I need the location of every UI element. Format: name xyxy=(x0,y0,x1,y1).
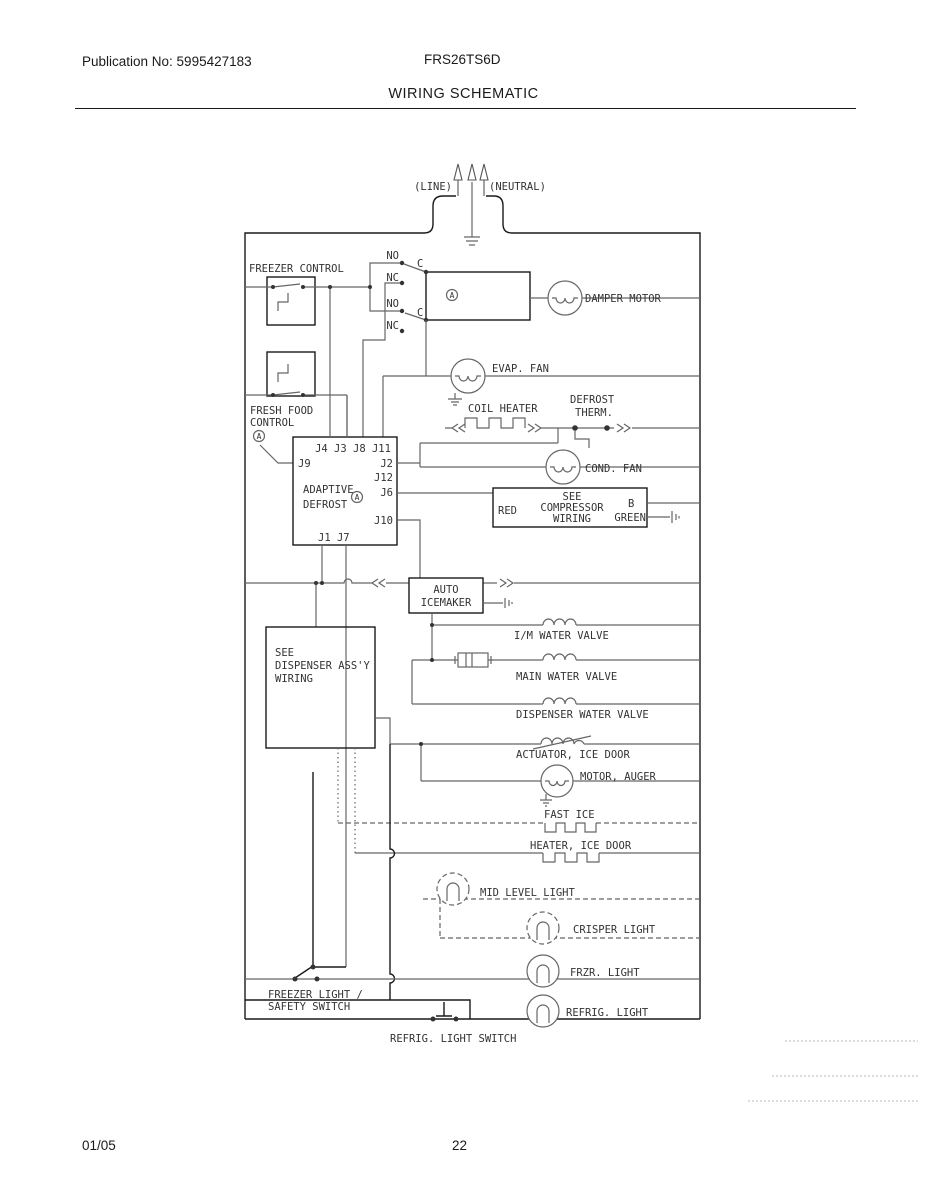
icemaker-label-2: ICEMAKER xyxy=(420,597,472,609)
actuator-ice-door-circuit xyxy=(390,736,700,749)
refrig-light-switch-label: REFRIG. LIGHT SWITCH xyxy=(390,1033,517,1045)
nc2-label: NC xyxy=(386,320,399,332)
nc1-label: NC xyxy=(386,272,399,284)
adaptive-label-2: DEFROST xyxy=(303,499,348,511)
ground-symbol-icon xyxy=(464,237,480,245)
cond-fan-circuit xyxy=(420,450,700,484)
neutral-prong-icon xyxy=(480,164,488,180)
connector-symbol xyxy=(458,653,488,667)
icemaker-label-1: AUTO xyxy=(433,584,459,596)
compressor-label-2: COMPRESSOR xyxy=(540,502,604,514)
defrost-therm-label-2: THERM. xyxy=(575,407,613,419)
ground-prong-icon xyxy=(468,164,476,180)
crisper-light-symbol xyxy=(527,912,559,944)
dispenser-water-valve-circuit xyxy=(412,698,700,704)
footer-date: 01/05 xyxy=(82,1138,116,1153)
ground-symbol-icon xyxy=(448,393,462,405)
mid-level-light-circuit xyxy=(423,873,700,938)
fresh-food-label-2: CONTROL xyxy=(250,417,295,429)
refrig-light-switch-symbol xyxy=(436,1002,452,1016)
j6-label: J6 xyxy=(380,487,393,499)
heater-ice-door-circuit xyxy=(355,853,700,862)
freezer-control xyxy=(245,277,370,325)
heater-ice-door-label: HEATER, ICE DOOR xyxy=(530,840,632,852)
freezer-light-switch-label-2: SAFETY SWITCH xyxy=(268,1001,351,1013)
no2-label: NO xyxy=(386,298,399,310)
solenoid-coil-symbol xyxy=(543,698,576,704)
j2-label: J2 xyxy=(380,458,393,470)
crisper-light-label: CRISPER LIGHT xyxy=(573,924,656,936)
compressor-label-3: WIRING xyxy=(553,513,591,525)
line-prong-icon xyxy=(454,164,462,180)
im-water-valve-label: I/M WATER VALVE xyxy=(514,630,609,642)
no1-label: NO xyxy=(386,250,399,262)
mid-level-light-label: MID LEVEL LIGHT xyxy=(480,887,575,899)
actuator-ice-door-label: ACTUATOR, ICE DOOR xyxy=(516,749,630,761)
b-label: B xyxy=(628,498,635,510)
dispenser-label-3: WIRING xyxy=(275,673,313,685)
evap-fan-circuit xyxy=(383,320,700,437)
j12-label: J12 xyxy=(374,472,393,484)
ground-symbol-icon xyxy=(672,511,679,523)
cond-fan-label: COND. FAN xyxy=(585,463,642,475)
adaptive-label-1: ADAPTIVE xyxy=(303,484,354,496)
solenoid-coil-symbol xyxy=(543,654,576,660)
j10-label: J10 xyxy=(374,515,393,527)
damper-motor-label: DAMPER MOTOR xyxy=(585,293,661,305)
c2-label: C xyxy=(417,307,424,319)
frzr-light-label: FRZR. LIGHT xyxy=(570,967,640,979)
green-label: GREEN xyxy=(614,512,646,524)
drop-wire xyxy=(390,744,395,1000)
neutral-label: (NEUTRAL) xyxy=(489,181,546,193)
motor-auger-label: MOTOR, AUGER xyxy=(580,771,656,783)
evap-fan-label: EVAP. FAN xyxy=(492,363,549,375)
dispenser-water-valve-label: DISPENSER WATER VALVE xyxy=(516,709,649,721)
model-number: FRS26TS6D xyxy=(424,52,501,67)
fast-ice-circuit xyxy=(338,823,700,832)
mid-level-light-symbol xyxy=(437,873,469,905)
compressor-label-1: SEE xyxy=(562,491,582,503)
frzr-light-symbol xyxy=(527,955,559,987)
line-label: (LINE) xyxy=(414,181,452,193)
heater-symbol xyxy=(543,853,599,862)
heater-symbol xyxy=(465,418,525,428)
fresh-food-a-label: A xyxy=(256,432,262,441)
c1-label: C xyxy=(417,258,424,270)
publication-number: Publication No: 5995427183 xyxy=(82,54,252,69)
adaptive-bottom-jacks-label: J1 J7 xyxy=(318,532,350,544)
freezer-control-label: FREEZER CONTROL xyxy=(249,263,344,275)
solenoid-coil-symbol xyxy=(543,619,576,625)
page-title: WIRING SCHEMATIC xyxy=(388,86,539,102)
footer-page-number: 22 xyxy=(452,1138,468,1153)
refrig-light-label: REFRIG. LIGHT xyxy=(566,1007,649,1019)
ground-symbol-icon xyxy=(505,598,512,608)
adaptive-top-jacks-label: J4 J3 J8 J11 xyxy=(315,443,391,455)
defrost-thermostat-symbol xyxy=(575,430,589,448)
heater-symbol xyxy=(545,823,596,832)
crisper-light-circuit xyxy=(440,912,700,944)
coil-heater-label: COIL HEATER xyxy=(468,403,538,415)
defrost-therm-label-1: DEFROST xyxy=(570,394,615,406)
refrig-light-symbol xyxy=(527,995,559,1027)
j9-label: J9 xyxy=(298,458,311,470)
adaptive-a-label: A xyxy=(354,493,360,502)
dispenser-label-1: SEE xyxy=(275,647,294,659)
scan-artifact-lines xyxy=(748,1041,918,1101)
fast-ice-label: FAST ICE xyxy=(544,809,595,821)
relay-a-label: A xyxy=(449,291,455,300)
main-water-valve-label: MAIN WATER VALVE xyxy=(516,671,618,683)
dispenser-label-2: DISPENSER ASS'Y xyxy=(275,660,370,672)
red-label: RED xyxy=(498,505,517,517)
freezer-light-switch-label-1: FREEZER LIGHT / xyxy=(268,989,363,1001)
fresh-food-label-1: FRESH FOOD xyxy=(250,405,314,417)
